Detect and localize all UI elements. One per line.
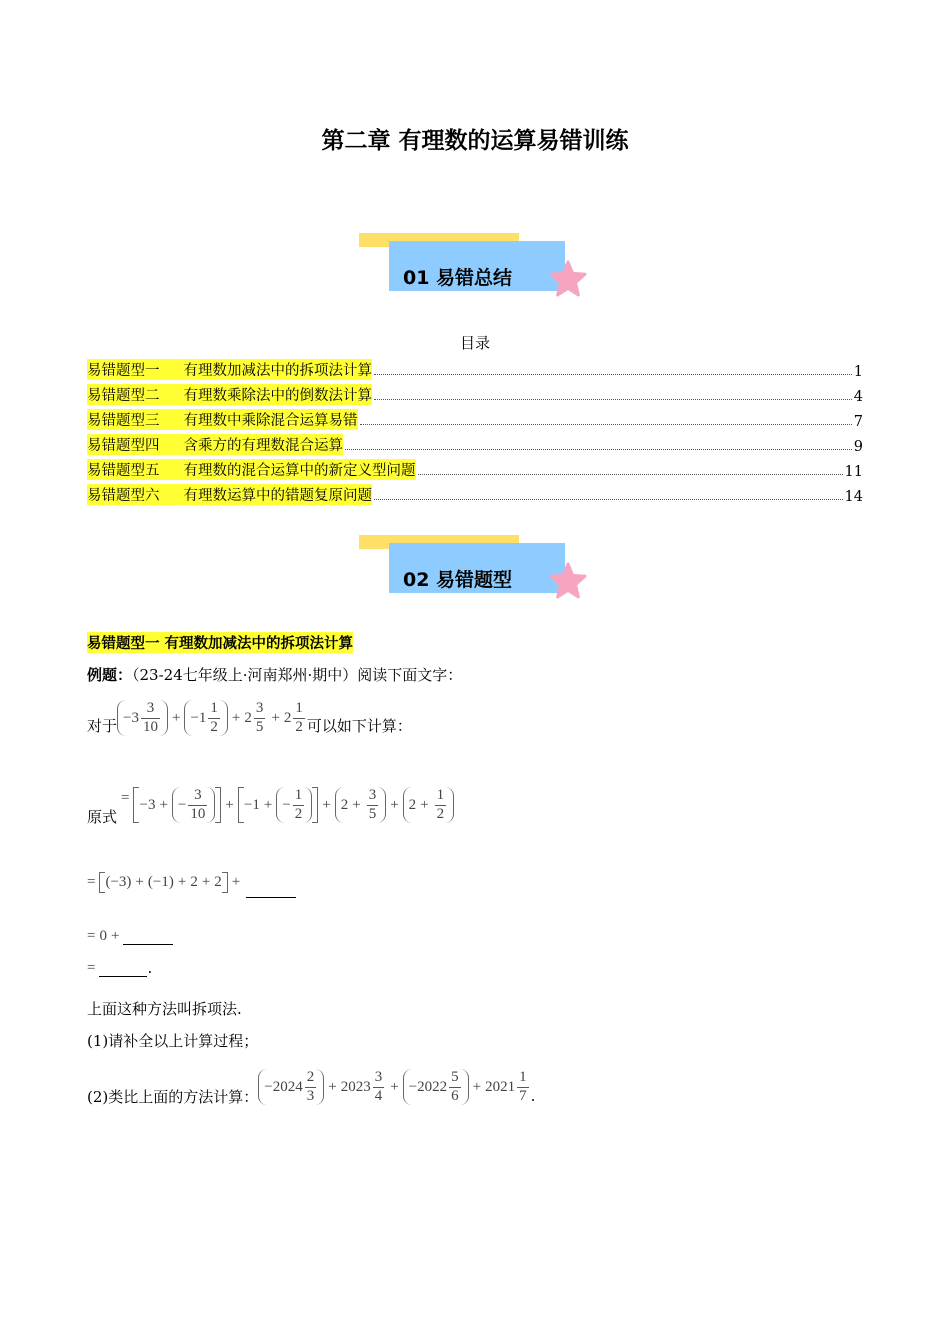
intro-suffix: 可以如下计算： (306, 716, 412, 735)
toc-item-type: 易错题型四 (87, 438, 160, 454)
toc-item-title: 有理数乘除法中的倒数法计算 (183, 388, 372, 404)
example-label: 例题： (87, 666, 133, 684)
toc-leader-dots (345, 449, 852, 450)
toc-leader-dots (374, 399, 852, 400)
period: . (530, 1087, 536, 1105)
star-icon (549, 259, 587, 297)
toc-item-title: 有理数的混合运算中的新定义型问题 (183, 463, 416, 479)
step-expression: = 0 + (87, 928, 120, 944)
section-banner-types (359, 535, 599, 615)
toc-item-label (87, 459, 416, 480)
original-line (87, 780, 454, 830)
question-2 (87, 1064, 535, 1110)
math-group: 2 + $\frac{1}{2}$ (403, 787, 454, 823)
toc-item-title: 有理数运算中的错题复原问题 (183, 488, 372, 504)
toc-page-number: 11 (844, 464, 863, 480)
document-title: 第二章 有理数的运算易错训练 (321, 128, 629, 154)
period: . (147, 959, 153, 977)
toc-item-type: 易错题型一 (87, 363, 160, 379)
original-expression: = −3 + − $\frac{3}{10}$ + −1 + − $\frac{1}{2}$ + 2 + $\frac{3}{5}$ + 2 + $\frac{1}{2}$ (117, 787, 454, 823)
toc-item-label (87, 359, 372, 380)
step-expression: = (−3) + (−1) + 2 + 2 + (87, 872, 244, 893)
toc-item-title: 有理数中乘除混合运算易错 (183, 413, 358, 429)
math-group: −1 $\frac{1}{2}$ (184, 700, 227, 736)
banner-label: 02 易错题型 (403, 569, 513, 591)
banner-label: 01 易错总结 (403, 267, 513, 289)
toc-page-number: 9 (853, 439, 863, 455)
step-expression: = (87, 960, 96, 976)
math-group: −1 + − $\frac{1}{2}$ (238, 787, 318, 823)
section-banner-summary (359, 233, 599, 313)
answer-blank[interactable] (246, 897, 296, 898)
toc-item[interactable] (87, 405, 863, 430)
toc-item-label (87, 409, 358, 430)
intro-prefix: 对于 (87, 716, 118, 735)
math-group: −2024 $\frac{2}{3}$ (258, 1069, 324, 1105)
toc-item[interactable] (87, 430, 863, 455)
toc-heading: 目录 (459, 334, 490, 352)
toc-item-title: 有理数加减法中的拆项法计算 (183, 363, 372, 379)
original-label: 原式 (87, 807, 118, 826)
math-group: −3 $\frac{3}{10}$ (117, 700, 168, 736)
step-line-3 (87, 957, 152, 977)
answer-blank[interactable] (123, 944, 173, 945)
toc-item-type: 易错题型二 (87, 388, 160, 404)
toc-item[interactable] (87, 355, 863, 380)
intro-line (87, 696, 412, 740)
toc-item[interactable] (87, 480, 863, 505)
toc-item-title: 含乘方的有理数混合运算 (183, 438, 343, 454)
toc-item-type: 易错题型五 (87, 463, 160, 479)
toc-item-type: 易错题型六 (87, 488, 160, 504)
toc-leader-dots (374, 499, 843, 500)
toc-leader-dots (360, 424, 852, 425)
toc-page-number: 14 (844, 489, 863, 505)
method-explanation: 上面这种方法叫拆项法. (87, 1000, 242, 1018)
toc-item[interactable] (87, 455, 863, 480)
toc-item-label (87, 384, 372, 405)
math-group: −2022 $\frac{5}{6}$ (403, 1069, 469, 1105)
example-source: （23-24七年级上·河南郑州·期中）阅读下面文字： (132, 666, 463, 684)
intro-expression: −3 $\frac{3}{10}$ + −1 $\frac{1}{2}$ + 2 $\frac{3}{5}$ + 2 $\frac{1}{2}$ (117, 700, 307, 736)
answer-blank[interactable] (99, 976, 147, 977)
toc-leader-dots (374, 374, 852, 375)
question-1: (1)请补全以上计算过程； (87, 1032, 259, 1050)
star-icon (549, 561, 587, 599)
table-of-contents (87, 355, 863, 505)
toc-item-type: 易错题型三 (87, 413, 160, 429)
toc-leader-dots (418, 474, 843, 475)
toc-page-number: 7 (853, 414, 863, 430)
toc-page-number: 4 (853, 389, 863, 405)
question-2-expression: −2024 $\frac{2}{3}$ + 2023 $\frac{3}{4}$ + −2022 $\frac{5}{6}$ + 2021 $\frac{1}{7}$ (258, 1069, 530, 1105)
section-heading: 易错题型一 有理数加减法中的拆项法计算 (87, 632, 353, 653)
example-line (87, 664, 462, 685)
toc-item-label (87, 484, 372, 505)
toc-item[interactable] (87, 380, 863, 405)
toc-page-number: 1 (853, 364, 863, 380)
step-line-2 (87, 925, 173, 945)
toc-item-label (87, 434, 343, 455)
question-2-label: (2)类比上面的方法计算： (87, 1087, 259, 1106)
math-group: −3 + − $\frac{3}{10}$ (133, 787, 221, 823)
math-group: 2 + $\frac{3}{5}$ (335, 787, 386, 823)
step-line-1 (87, 866, 296, 898)
